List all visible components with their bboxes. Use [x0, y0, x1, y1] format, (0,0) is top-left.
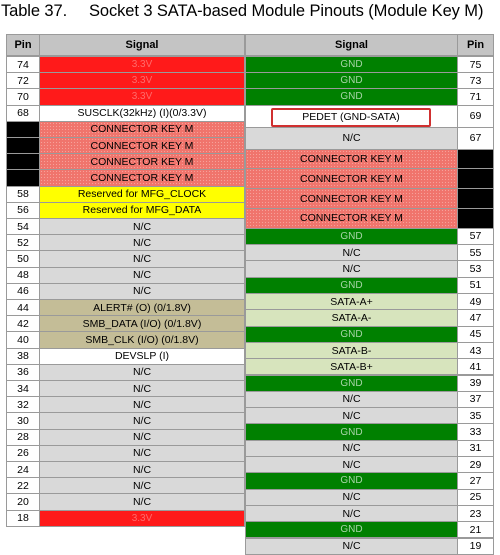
table-number: Table 37.: [1, 2, 68, 20]
left-pin-cell: 20: [6, 493, 40, 510]
left-pin-cell: 32: [6, 396, 40, 413]
right-pin-cell: [457, 168, 494, 189]
pedet-highlight-box: PEDET (GND-SATA): [271, 108, 431, 127]
left-pin-cell: 52: [6, 234, 40, 251]
right-pin-cell: 53: [457, 260, 494, 277]
right-pin-cell: [457, 188, 494, 209]
right-pin-cell: 19: [457, 538, 494, 555]
right-pin-cell: 41: [457, 358, 494, 375]
pinout-table: [6, 34, 494, 553]
right-pin-cell: 69: [457, 105, 494, 128]
right-pin-cell: 25: [457, 489, 494, 506]
right-pin-cell: 71: [457, 88, 494, 105]
right-signal-cell: GND: [245, 375, 458, 392]
right-signal-cell: N/C: [245, 244, 458, 261]
left-signal-cell: N/C: [39, 461, 245, 478]
right-signal-cell: SATA-A-: [245, 309, 458, 326]
right-pin-cell: 33: [457, 423, 494, 440]
right-signal-cell: N/C: [245, 440, 458, 457]
left-signal-cell: Reserved for MFG_DATA: [39, 202, 245, 219]
left-signal-cell: CONNECTOR KEY M: [39, 121, 245, 138]
right-pin-cell: 43: [457, 342, 494, 359]
left-pin-cell: [6, 153, 40, 170]
right-pin-cell: 23: [457, 505, 494, 522]
left-signal-cell: N/C: [39, 283, 245, 300]
left-pin-cell: 22: [6, 477, 40, 494]
right-signal-cell: GND: [245, 56, 458, 73]
right-signal-cell: SATA-B-: [245, 342, 458, 359]
left-pin-cell: [6, 137, 40, 154]
left-signal-cell: Reserved for MFG_CLOCK: [39, 186, 245, 203]
right-pin-cell: 51: [457, 277, 494, 294]
left-signal-cell: DEVSLP (I): [39, 348, 245, 365]
left-signal-cell: N/C: [39, 218, 245, 235]
right-pin-cell: 31: [457, 440, 494, 457]
right-signal-cell: GND: [245, 326, 458, 343]
right-signal-cell: GND: [245, 277, 458, 294]
left-signal-cell: ALERT# (O) (0/1.8V): [39, 299, 245, 316]
right-pin-cell: 57: [457, 228, 494, 245]
right-pin-cell: 27: [457, 472, 494, 489]
right-pin-cell: 49: [457, 293, 494, 310]
right-signal-cell: CONNECTOR KEY M: [245, 188, 458, 209]
right-signal-cell: CONNECTOR KEY M: [245, 149, 458, 170]
right-pin-cell: [457, 149, 494, 170]
left-pin-cell: 24: [6, 461, 40, 478]
right-pin-cell: 29: [457, 456, 494, 473]
left-signal-cell: N/C: [39, 493, 245, 510]
right-pin-cell: 21: [457, 521, 494, 538]
left-pin-cell: 36: [6, 364, 40, 381]
left-signal-cell: N/C: [39, 250, 245, 267]
left-pin-cell: 58: [6, 186, 40, 203]
left-signal-cell: 3.3V: [39, 56, 245, 73]
right-signal-cell: GND: [245, 88, 458, 105]
right-signal-cell: N/C: [245, 489, 458, 506]
left-signal-cell: N/C: [39, 364, 245, 381]
left-signal-cell: CONNECTOR KEY M: [39, 169, 245, 186]
right-pin-header: Pin: [457, 34, 494, 56]
left-pin-cell: 30: [6, 412, 40, 429]
left-signal-cell: N/C: [39, 412, 245, 429]
left-pin-cell: 38: [6, 348, 40, 365]
right-signal-cell: GND: [245, 472, 458, 489]
left-pin-cell: 48: [6, 267, 40, 284]
right-pin-cell: 45: [457, 326, 494, 343]
table-caption: Socket 3 SATA-based Module Pinouts (Module Key M): [89, 2, 484, 20]
right-pin-cell: [457, 208, 494, 229]
left-pin-cell: 56: [6, 202, 40, 219]
right-signal-cell: GND: [245, 521, 458, 538]
right-pin-cell: 73: [457, 72, 494, 89]
left-pin-header: Pin: [6, 34, 40, 56]
left-signal-cell: CONNECTOR KEY M: [39, 137, 245, 154]
table-title: [1, 2, 483, 21]
left-pin-cell: 34: [6, 380, 40, 397]
right-pin-cell: 47: [457, 309, 494, 326]
right-pin-cell: 37: [457, 391, 494, 408]
right-signal-cell: GND: [245, 228, 458, 245]
left-pin-cell: 28: [6, 429, 40, 446]
left-pin-cell: 50: [6, 250, 40, 267]
left-signal-cell: SMB_DATA (I/O) (0/1.8V): [39, 315, 245, 332]
left-signal-header: Signal: [39, 34, 245, 56]
left-pin-cell: 40: [6, 331, 40, 348]
left-pin-cell: 18: [6, 510, 40, 527]
left-signal-cell: N/C: [39, 234, 245, 251]
left-signal-cell: N/C: [39, 445, 245, 462]
right-signal-cell: CONNECTOR KEY M: [245, 208, 458, 229]
left-pin-cell: 46: [6, 283, 40, 300]
left-signal-cell: N/C: [39, 380, 245, 397]
left-pin-cell: 26: [6, 445, 40, 462]
left-pin-cell: 74: [6, 56, 40, 73]
right-pin-cell: 35: [457, 407, 494, 424]
left-pin-cell: 44: [6, 299, 40, 316]
right-signal-cell: N/C: [245, 391, 458, 408]
right-signal-cell: SATA-B+: [245, 358, 458, 375]
left-signal-cell: 3.3V: [39, 510, 245, 527]
left-signal-cell: SMB_CLK (I/O) (0/1.8V): [39, 331, 245, 348]
right-signal-cell: [245, 105, 458, 128]
right-pin-cell: 67: [457, 127, 494, 150]
right-signal-cell: CONNECTOR KEY M: [245, 168, 458, 189]
left-signal-cell: N/C: [39, 429, 245, 446]
right-pin-cell: 55: [457, 244, 494, 261]
right-signal-cell: GND: [245, 423, 458, 440]
left-signal-cell: 3.3V: [39, 72, 245, 89]
right-signal-header: Signal: [245, 34, 458, 56]
right-signal-cell: N/C: [245, 456, 458, 473]
left-pin-cell: 70: [6, 88, 40, 105]
right-signal-cell: N/C: [245, 407, 458, 424]
left-signal-cell: 3.3V: [39, 88, 245, 105]
right-signal-cell: SATA-A+: [245, 293, 458, 310]
left-pin-cell: 72: [6, 72, 40, 89]
left-signal-cell: CONNECTOR KEY M: [39, 153, 245, 170]
right-signal-cell: N/C: [245, 260, 458, 277]
right-pin-cell: 39: [457, 375, 494, 392]
left-pin-cell: 42: [6, 315, 40, 332]
left-signal-cell: SUSCLK(32kHz) (I)(0/3.3V): [39, 105, 245, 122]
right-pin-cell: 75: [457, 56, 494, 73]
left-pin-cell: [6, 169, 40, 186]
left-signal-cell: N/C: [39, 396, 245, 413]
right-signal-cell: N/C: [245, 127, 458, 150]
left-pin-cell: 68: [6, 105, 40, 122]
left-pin-cell: 54: [6, 218, 40, 235]
right-signal-cell: GND: [245, 72, 458, 89]
left-pin-cell: [6, 121, 40, 138]
right-signal-cell: N/C: [245, 505, 458, 522]
left-signal-cell: N/C: [39, 477, 245, 494]
right-signal-cell: N/C: [245, 538, 458, 555]
left-signal-cell: N/C: [39, 267, 245, 284]
